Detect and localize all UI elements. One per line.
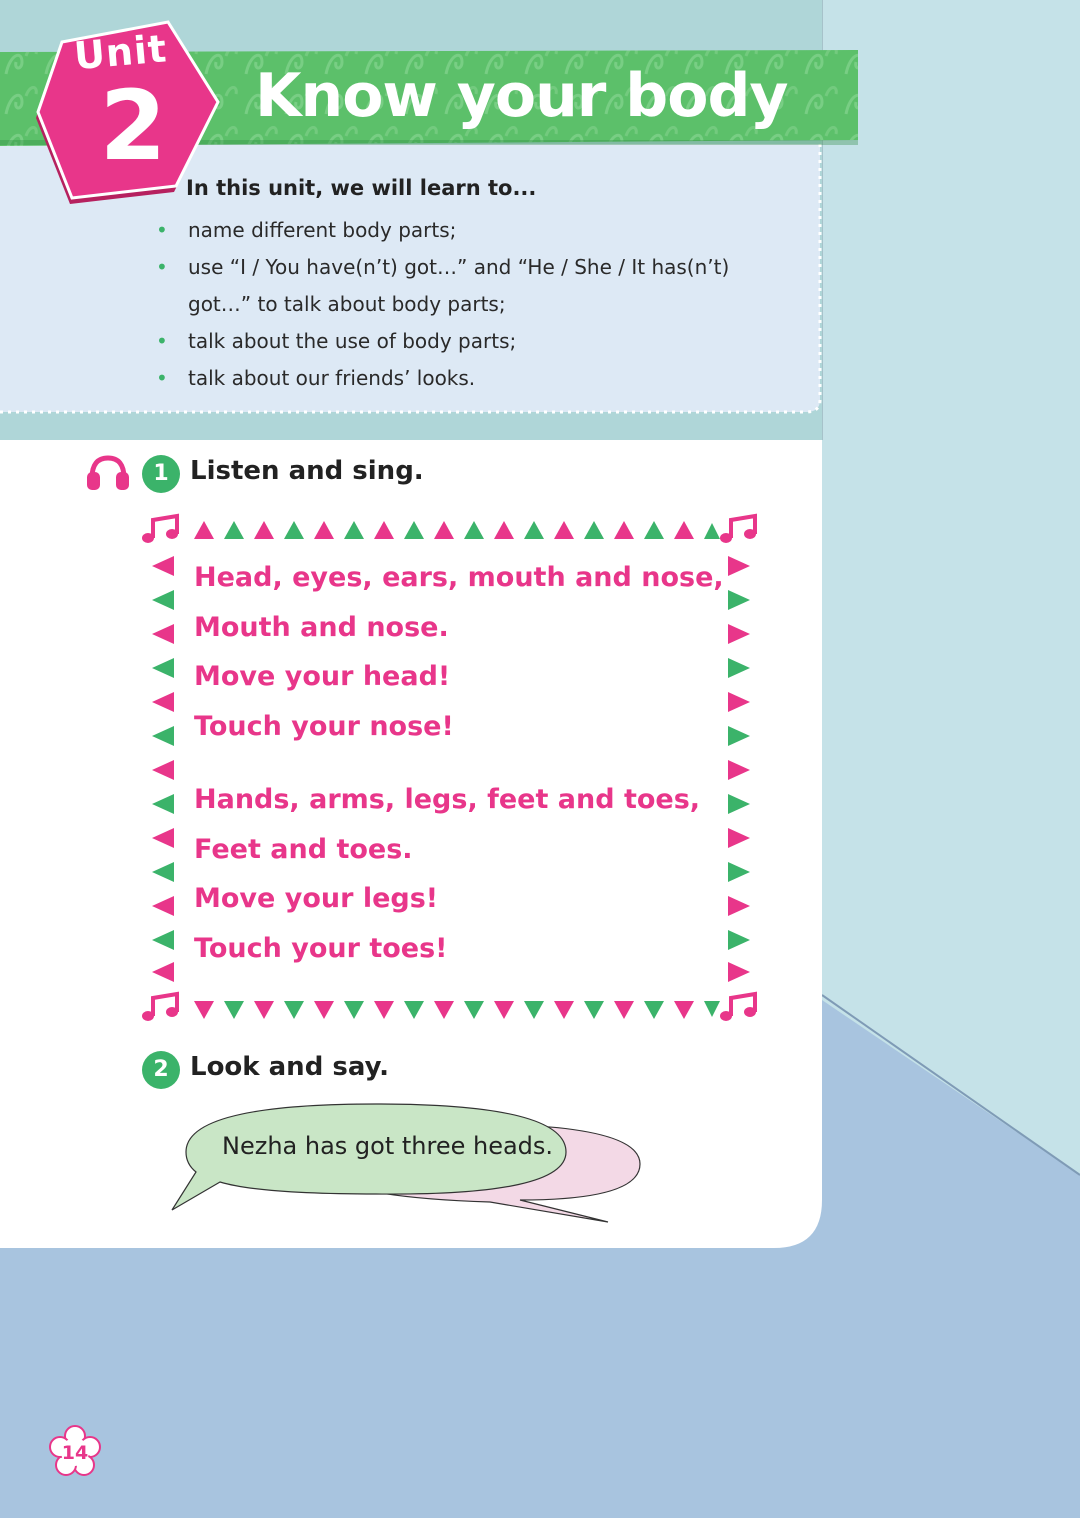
objective-item: • name different body parts; xyxy=(150,212,790,249)
song-line: Touch your toes! xyxy=(194,932,448,964)
exercise-2-title: Look and say. xyxy=(190,1052,390,1082)
bullet-icon: • xyxy=(156,218,168,242)
song-line: Move your head! xyxy=(194,661,451,692)
song-line: Hands, arms, legs, feet and toes, xyxy=(194,784,701,815)
objectives-intro: In this unit, we will learn to... xyxy=(186,176,537,200)
unit-number: 2 xyxy=(99,70,167,182)
page-title: Know your body xyxy=(255,61,788,131)
song-verse-2 xyxy=(194,775,714,973)
song-line: Mouth and nose. xyxy=(194,611,449,643)
bullet-icon: • xyxy=(156,255,168,279)
exercise-1-title: Listen and sing. xyxy=(190,456,424,486)
song-line: Touch your nose! xyxy=(194,710,454,742)
song-line: Feet and toes. xyxy=(194,833,413,865)
exercise-2-number: 2 xyxy=(142,1051,180,1089)
speech-bubble-text: Nezha has got three heads. xyxy=(222,1132,554,1160)
objective-item: • talk about our friends’ looks. xyxy=(150,360,790,397)
bullet-icon: • xyxy=(156,366,168,390)
song-line: Move your legs! xyxy=(194,883,439,914)
objective-item: • talk about the use of body parts; xyxy=(150,323,790,360)
page-number: 14 xyxy=(61,1442,89,1464)
bullet-icon: • xyxy=(156,329,168,353)
song-verse-1 xyxy=(194,553,724,751)
objective-item: • use “I / You have(n’t) got…” and “He / She / It has(n’t) xyxy=(150,249,790,286)
objective-item-continued: got…” to talk about body parts; xyxy=(188,292,506,316)
song-line: Head, eyes, ears, mouth and nose, xyxy=(194,562,724,593)
objectives-list xyxy=(150,212,790,397)
exercise-1-number: 1 xyxy=(142,455,180,493)
unit-label: Unit xyxy=(72,26,169,79)
